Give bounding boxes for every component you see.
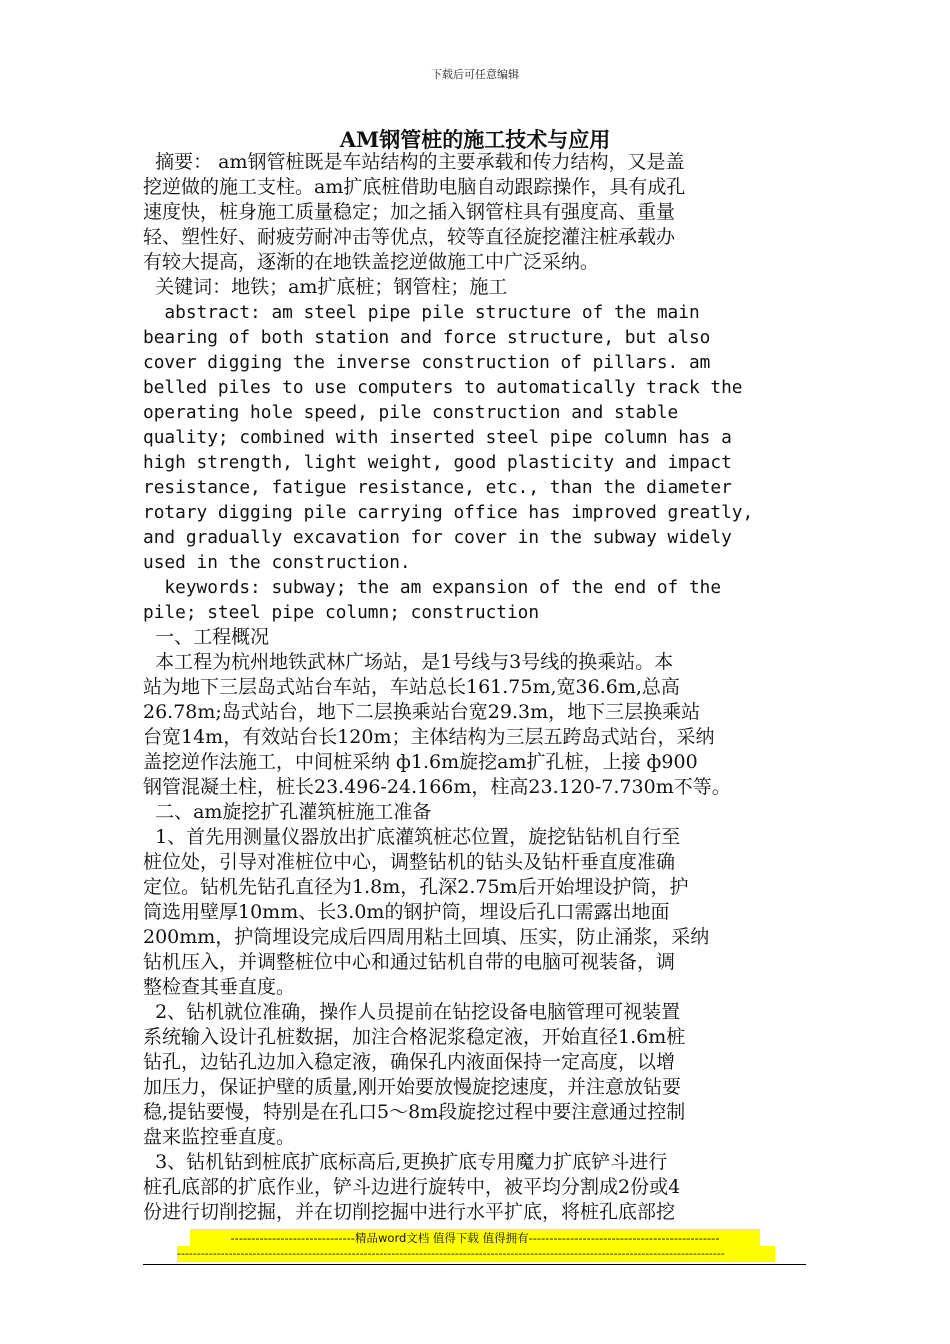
text-line: 台宽14m，有效站台长120m；主体结构为三层五跨岛式站台，采纳 — [143, 726, 715, 748]
document-title: AM钢管桩的施工技术与应用 — [339, 127, 611, 152]
text-line: 关键词：地铁；am扩底桩；钢管柱；施工 — [143, 276, 508, 298]
document-body — [143, 150, 793, 1225]
text-line: 系统输入设计孔桩数据，加注合格泥浆稳定液，开始直径1.6m桩 — [143, 1026, 686, 1048]
text-line: bearing of both station and force structure, but also — [143, 327, 711, 348]
footer-banner: ------------------------------精品word文档 值得下载 值得拥有---------------------------------------------- — [190, 1229, 760, 1247]
text-line: rotary digging pile carrying office has improved greatly, — [143, 502, 754, 523]
text-line: 站为地下三层岛式站台车站，车站总长161.75m,宽36.6m,总高 — [143, 676, 680, 698]
text-line: 本工程为杭州地铁武林广场站，是1号线与3号线的换乘站。本 — [143, 651, 674, 673]
text-line: 稳,提钻要慢，特别是在孔口5～8m段旋挖过程中要注意通过控制 — [143, 1101, 686, 1123]
text-line: 钢管混凝土柱，桩长23.496-24.166m，柱高23.120-7.730m不等。 — [143, 776, 731, 798]
footer-rule — [143, 1264, 806, 1265]
text-line: 筒选用壁厚10mm、长3.0m的钢护筒，埋设后孔口需露出地面 — [143, 901, 670, 923]
text-line: 钻孔，边钻孔边加入稳定液，确保孔内液面保持一定高度，以增 — [143, 1051, 676, 1073]
text-line: abstract: am steel pipe pile structure of the main — [143, 302, 700, 323]
text-line: used in the construction. — [143, 552, 411, 573]
text-line: 速度快，桩身施工质量稳定；加之插入钢管柱具有强度高、重量 — [143, 201, 676, 223]
text-line: pile; steel pipe column; construction — [143, 602, 540, 623]
text-line: 盖挖逆作法施工，中间桩采纳 ф1.6m旋挖am扩孔桩，上接 ф900 — [143, 751, 698, 773]
text-line: 有较大提高，逐渐的在地铁盖挖逆做施工中广泛采纳。 — [143, 251, 600, 273]
footer-dashes: ------------------------------------------------------------------------------------------------------------------------------------------ — [177, 1246, 775, 1262]
text-line: 盘来监控垂直度。 — [143, 1126, 296, 1148]
text-line: resistance, fatigue resistance, etc., than the diameter — [143, 477, 732, 498]
text-line: high strength, light weight, good plasticity and impact — [143, 452, 732, 473]
text-line: 2、钻机就位准确，操作人员提前在钻挖设备电脑管理可视装置 — [143, 1001, 681, 1023]
text-line: 份进行切削挖掘，并在切削挖掘中进行水平扩底，将桩孔底部挖 — [143, 1201, 676, 1223]
text-line: 加压力，保证护壁的质量,刚开始要放慢旋挖速度，并注意放钻要 — [143, 1076, 682, 1098]
text-line: 挖逆做的施工支柱。am扩底桩借助电脑自动跟踪操作，具有成孔 — [143, 176, 686, 198]
text-line: 桩位处，引导对准桩位中心，调整钻机的钻头及钻杆垂直度准确 — [143, 851, 676, 873]
text-line: keywords: subway; the am expansion of the end of the — [143, 577, 722, 598]
text-line: 3、钻机钻到桩底扩底标高后,更换扩底专用魔力扩底铲斗进行 — [143, 1151, 668, 1173]
text-line: 整检查其垂直度。 — [143, 976, 296, 998]
text-line: 26.78m;岛式站台，地下二层换乘站台宽29.3m，地下三层换乘站 — [143, 701, 701, 723]
page-header: 下载后可任意编辑 — [431, 68, 519, 81]
text-line: 定位。钻机先钻孔直径为1.8m，孔深2.75m后开始埋设护筒，护 — [143, 876, 689, 898]
text-line: belled piles to use computers to automatically track the — [143, 377, 743, 398]
text-line: 摘要： am钢管桩既是车站结构的主要承载和传力结构，又是盖 — [143, 151, 685, 173]
text-line: 200mm，护筒埋设完成后四周用粘土回填、压实，防止涌浆，采纳 — [143, 926, 710, 948]
text-line: 1、首先用测量仪器放出扩底灌筑桩芯位置，旋挖钻钻机自行至 — [143, 826, 681, 848]
text-line: operating hole speed, pile construction and stable — [143, 402, 679, 423]
text-line: 一、工程概况 — [143, 626, 270, 648]
text-line: cover digging the inverse construction of pillars. am — [143, 352, 711, 373]
text-line: 桩孔底部的扩底作业，铲斗边进行旋转中，被平均分割成2份或4 — [143, 1176, 681, 1198]
text-line: and gradually excavation for cover in the subway widely — [143, 527, 732, 548]
text-line: 二、am旋挖扩孔灌筑桩施工准备 — [143, 801, 432, 823]
text-line: 钻机压入，并调整桩位中心和通过钻机自带的电脑可视装备，调 — [143, 951, 676, 973]
text-line: quality; combined with inserted steel pipe column has a — [143, 427, 732, 448]
text-line: 轻、塑性好、耐疲劳耐冲击等优点，较等直径旋挖灌注桩承载办 — [143, 226, 676, 248]
